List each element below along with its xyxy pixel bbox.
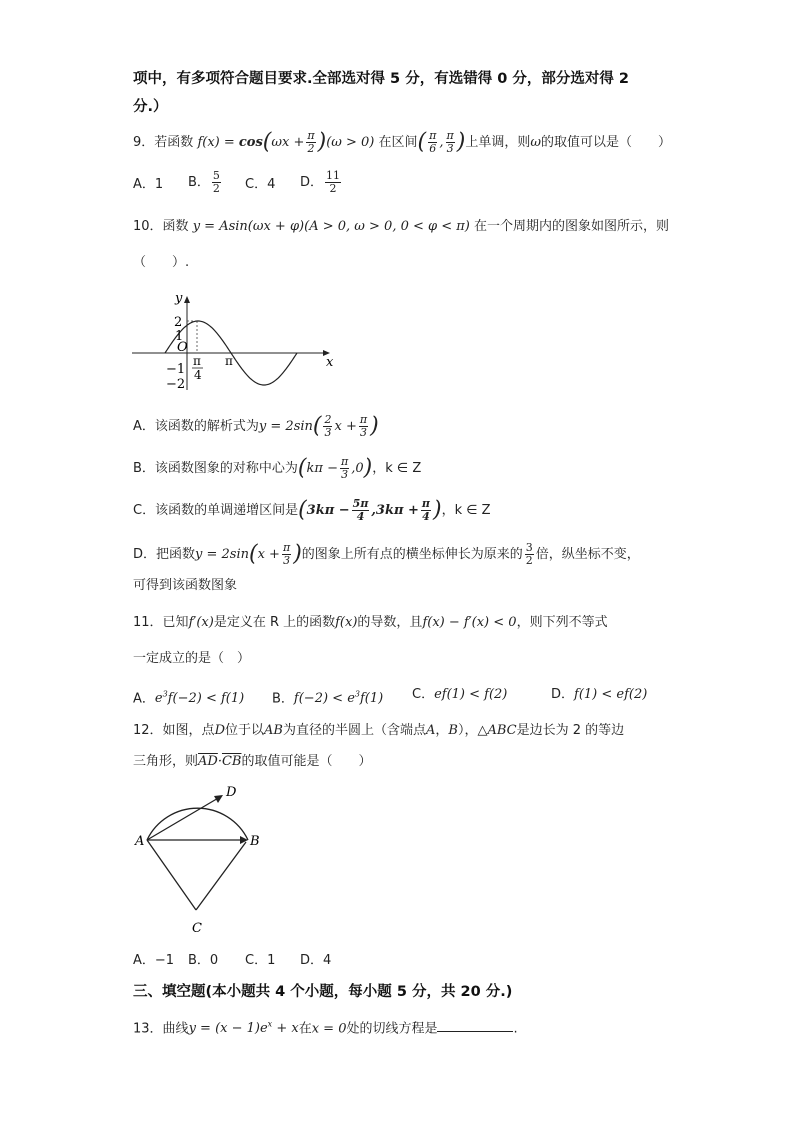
question-13: 13．曲线$y = (x - 1)e^x + x$在x = 0处的切线方程是 .	[133, 1020, 518, 1037]
vector-cb	[196, 842, 246, 910]
q10-option-c: C．该函数的单调递增区间是(3kπ − $\frac{5\pi}{4}$ ,3kπ + $\frac{\pi}{4}$ )，k ∈ Z	[133, 497, 491, 523]
section-intro-line-2: 分.）	[133, 99, 168, 115]
q10-option-b: B．该函数图象的对称中心为(kπ − $\frac{\pi}{3}$ ,0)，k ∈ Z	[133, 455, 422, 481]
q9-number: 9．	[133, 135, 155, 150]
question-10	[133, 218, 669, 236]
question-12: 12．如图，点D位于以AB为直径的半圆上（含端点A，B），△ABC是边长为 2 的等边	[133, 723, 625, 738]
segment-ac	[147, 840, 196, 910]
q12-line-2: 三角形，则$\overline{AD}\cdot\overline{CB}$的取值可能是（ ）	[133, 754, 372, 769]
q11-option-d: D．f(1) < ef(2)	[551, 687, 648, 702]
q9-text-4: 的取值可以是（ ）	[540, 135, 671, 150]
q10-number: 10．	[133, 219, 163, 234]
point-b-label: B	[250, 834, 260, 849]
q10-formula: y = Asin(ωx + φ)(A > 0, ω > 0, 0 < φ < π)	[192, 219, 470, 234]
vector-ad	[147, 797, 220, 840]
q9-formula: f(x) = cos(ωx + $\frac{\pi}{2}$ )(ω > 0)	[197, 129, 375, 155]
x-axis-label: x	[326, 355, 334, 370]
q9-option-a: A．1	[133, 177, 164, 192]
point-a-label: A	[135, 834, 145, 849]
q10-text-3: （ ）.	[133, 255, 190, 270]
q9-option-b: B． $\frac{5}{2}$	[188, 169, 220, 195]
section-3-title: 三、填空题(本小题共 4 个小题，每小题 5 分，共 20 分.)	[133, 984, 513, 1000]
question-9: 9．若函数 f(x) = cos(ωx + $\frac{\pi}{2}$ )(ω > 0) 在区间( $\frac{\pi}{6}$ , $\frac{\pi}{3}$ )上单调，则ω的取值可以是（ ）	[133, 129, 671, 155]
q9-text-1: 若函数	[154, 135, 194, 150]
y-tick-neg1: −1	[166, 362, 186, 377]
point-c-label: C	[192, 921, 202, 935]
q9-option-d: D． $\frac{11}{2}$	[300, 169, 341, 195]
q9-option-c: C．4	[245, 177, 276, 192]
q11-line-2: 一定成立的是（ ）	[133, 651, 251, 666]
y-tick-2: 2	[174, 315, 183, 330]
y-tick-1: 1	[175, 329, 184, 344]
q9-interval: ( $\frac{\pi}{6}$ , $\frac{\pi}{3}$ )	[417, 129, 466, 155]
answer-blank[interactable]	[437, 1019, 513, 1032]
x-tick-pi-over-4-den: 4	[194, 368, 202, 382]
q10-sine-graph	[130, 290, 340, 400]
y-tick-neg2: −2	[166, 377, 186, 392]
x-tick-pi-over-4-num: π	[193, 354, 201, 368]
q10-text-2: 在一个周期内的图象如图所示，则	[474, 219, 670, 234]
q12-option-d: D．4	[300, 953, 332, 968]
point-d-label: D	[226, 785, 237, 800]
q9-text-2: 在区间	[378, 135, 418, 150]
section-intro-line-1: 项中，有多项符合题目要求.全部选对得 5 分，有选错得 0 分，部分选对得 2	[133, 71, 630, 87]
question-11: 11．已知f′(x)是定义在 R 上的函数f(x)的导数，且f(x) − f′(x) < 0，则下列不等式	[133, 615, 608, 630]
q10-option-d-line-2: 可得到该函数图象	[133, 578, 238, 593]
q12-option-a: A．−1	[133, 953, 175, 968]
q11-option-a: A．$e^3f(-2) < f(1)$	[133, 690, 245, 707]
q11-option-b: B．$f(-2) < e^3f(1)$	[272, 690, 384, 707]
q11-option-c: C．ef(1) < f(2)	[412, 687, 508, 702]
origin-label: O	[177, 340, 188, 355]
x-tick-pi: π	[225, 354, 233, 368]
q9-text-3: 上单调，则	[465, 135, 531, 150]
q12-semicircle-figure	[130, 780, 270, 935]
semicircle-arc	[147, 808, 248, 840]
q12-option-c: C．1	[245, 953, 276, 968]
q10-option-a: A．该函数的解析式为y = 2sin( $\frac{2}{3}$ x + $\frac{\pi}{3}$ )	[133, 413, 379, 439]
y-axis-label: y	[175, 291, 183, 306]
y-axis-arrow	[184, 296, 190, 303]
q12-option-b: B．0	[188, 953, 219, 968]
q10-option-d: D．把函数y = 2sin(x + $\frac{\pi}{3}$ )的图象上所有点的横坐标伸长为原来的 $\frac{3}{2}$ 倍，纵坐标不变，	[133, 541, 640, 567]
q10-text-1: 函数	[162, 219, 189, 234]
